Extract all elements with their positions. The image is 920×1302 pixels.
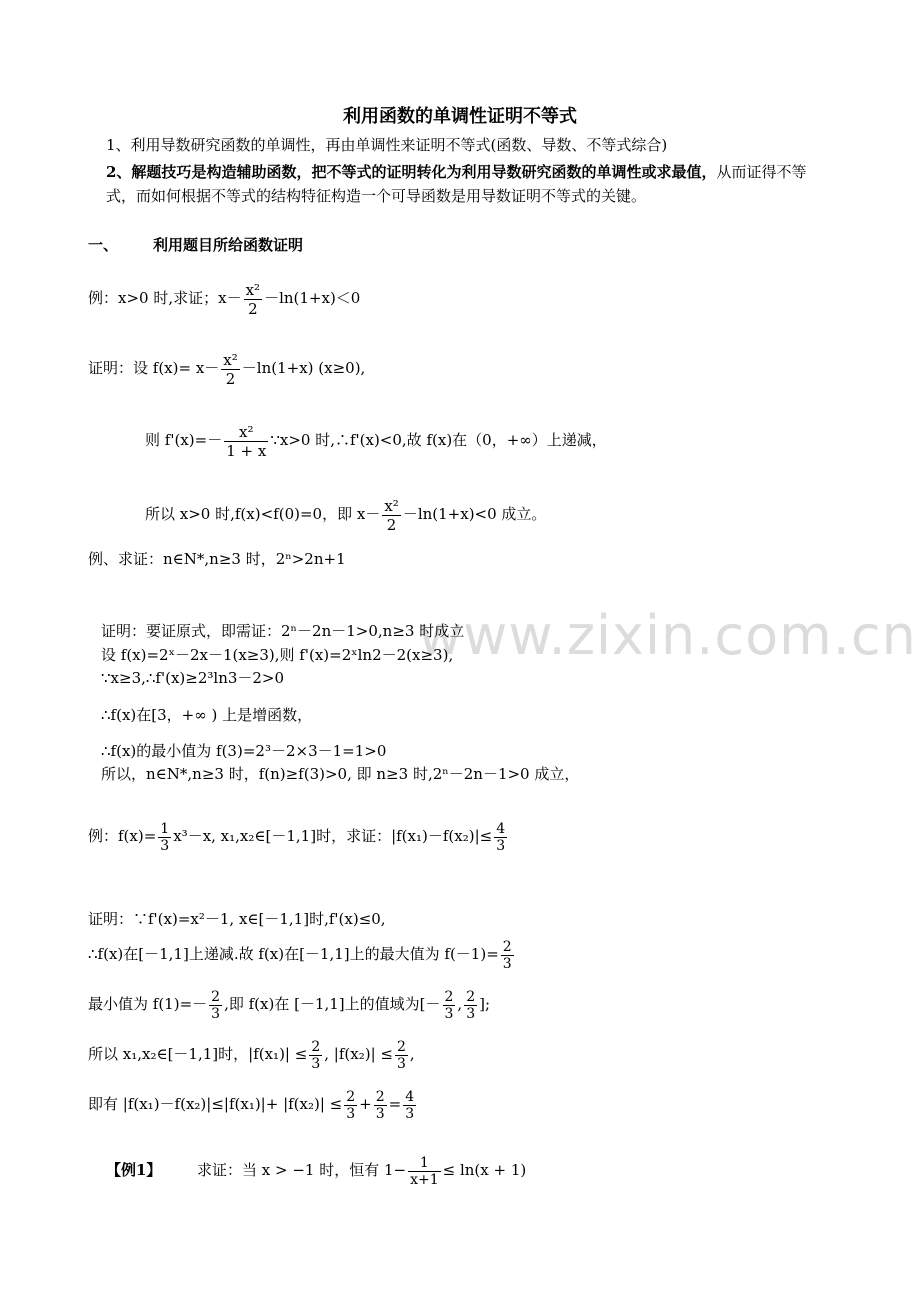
fraction-denominator: 3: [466, 1005, 476, 1022]
proof-text: ∴f(x)在[－1,1]上递减.故 f(x)在[－1,1]上的最大值为 f(－1)=: [88, 945, 499, 963]
fraction-denominator: 3: [346, 1105, 356, 1122]
fraction-numerator: 2: [211, 988, 221, 1005]
fraction-denominator: 3: [160, 837, 170, 854]
fraction-denominator: 3: [405, 1105, 415, 1122]
fraction-numerator: 1: [160, 820, 170, 837]
fraction-numerator: 2: [466, 988, 476, 1005]
example4-statement: [106, 1150, 526, 1190]
fraction-numerator: x²: [245, 280, 261, 299]
fraction-denominator: 3: [496, 837, 506, 854]
fraction-4-over-3: [494, 821, 507, 854]
proof-text: ≤ ln(x + 1): [442, 1161, 527, 1179]
fraction-2-over-3: [309, 1039, 322, 1072]
example3-proof-line-5: [88, 1084, 418, 1124]
minus-sign: －: [204, 359, 220, 377]
example3-proof-line-2: [88, 934, 516, 974]
fraction-numerator: 2: [396, 1038, 406, 1055]
intro-item-2: [106, 160, 836, 208]
example1-statement: [88, 276, 360, 320]
fraction-numerator: 2: [346, 1088, 356, 1105]
section-number: 一、: [88, 236, 119, 254]
fraction-2-over-3: [344, 1089, 357, 1122]
fraction-numerator: x²: [384, 496, 399, 515]
fraction-numerator: 4: [496, 820, 506, 837]
proof-text: 即有 |f(x₁)－f(x₂)|≤|f(x₁)|+ |f(x₂)| ≤: [88, 1095, 343, 1113]
minus-sign: －: [365, 505, 381, 523]
equals-sign: =: [388, 1095, 402, 1113]
proof-text: ];: [479, 995, 491, 1013]
fraction-x2-over-2: [221, 351, 239, 388]
intro-item-2-bold: 2、解题技巧是构造辅助函数，把不等式的证明转化为利用导数研究函数的单调性或求最值，: [106, 163, 717, 181]
fraction-denominator: 2: [386, 515, 397, 534]
example2-proof-line-3: ∵x≥3,∴f'(x)≥2³ln3－2>0: [101, 669, 285, 687]
proof-text: 例：f(x)=: [88, 827, 157, 845]
fraction-denominator: 2: [248, 299, 258, 318]
intro-item-2-rest: 从而证得不等式，而如何根据不等式的结构特征构造一个可导函数是用导数证明不等式的关键。: [106, 163, 807, 205]
watermark: www.zixin.com.cn: [418, 604, 917, 667]
fraction-numerator: 2: [375, 1088, 385, 1105]
fraction-numerator: 2: [502, 938, 512, 955]
fraction-denominator: 3: [211, 1005, 221, 1022]
fraction-2-over-3: [209, 989, 222, 1022]
fraction-denominator: 3: [396, 1055, 406, 1072]
fraction-1-over-3: [158, 821, 171, 854]
minus-sign: －: [226, 289, 242, 307]
proof-text: , |f(x₂)| ≤: [324, 1045, 393, 1063]
fraction-2-over-3: [464, 989, 477, 1022]
fraction-4-over-3: [403, 1089, 416, 1122]
proof-text: －ln(1+x) (x≥0),: [241, 359, 366, 377]
proof-text: x³－x, x₁,x₂∈[－1,1]时，求证：|f(x₁)－f(x₂)|≤: [173, 827, 493, 845]
example3-statement: [88, 814, 509, 858]
fraction-2-over-3: [501, 939, 514, 972]
example3-proof-line-4: [88, 1034, 415, 1074]
comma: ,: [409, 1045, 415, 1063]
proof-text: 所以 x₁,x₂∈[－1,1]时，|f(x₁)| ≤: [88, 1045, 308, 1063]
example2-proof-line-6: 所以，n∈N*,n≥3 时，f(n)≥f(3)>0, 即 n≥3 时,2ⁿ－2n－1>0 成立，: [101, 765, 580, 783]
example3-proof-line-3: [88, 984, 490, 1024]
fraction-2-over-3: [374, 1089, 387, 1122]
proof-text: 所以 x>0 时,f(x)<f(0)=0，即 x: [145, 505, 366, 523]
fraction-denominator: x+1: [410, 1171, 439, 1188]
proof-text: 最小值为 f(1)=－: [88, 995, 208, 1013]
example2-proof-line-2: 设 f(x)=2ˣ－2x－1(x≥3),则 f'(x)=2ˣln2－2(x≥3),: [101, 646, 454, 664]
example1-proof-line-2: [145, 418, 607, 462]
section-heading: 利用题目所给函数证明: [153, 236, 304, 254]
example2-statement: 例、求证：n∈N*,n≥3 时，2ⁿ>2n+1: [88, 550, 346, 568]
comma: ,: [457, 995, 463, 1013]
example1-statement-text-a: 例：x>0 时,求证；x: [88, 289, 227, 307]
example2-proof-line-5: ∴f(x)的最小值为 f(3)=2³－2×3－1=1>0: [101, 742, 387, 760]
plus-sign: +: [359, 1095, 372, 1113]
proof-text: 求证：当 x > −1 时，恒有 1−: [197, 1161, 407, 1179]
page-title: 利用函数的单调性证明不等式: [343, 106, 577, 127]
fraction-numerator: x²: [223, 350, 238, 369]
fraction-denominator: 3: [311, 1055, 321, 1072]
fraction-denominator: 3: [502, 955, 512, 972]
fraction-1-over-x-plus-1: [408, 1155, 441, 1188]
example-label: 【例1】: [106, 1161, 162, 1179]
proof-text: －ln(1+x)<0 成立。: [402, 505, 547, 523]
example1-proof-line-3: [145, 492, 546, 536]
fraction-x2-over-2: [244, 281, 262, 318]
example2-proof-line-1: 证明：要证原式，即需证：2ⁿ－2n－1>0,n≥3 时成立: [101, 622, 465, 640]
fraction-denominator: 3: [375, 1105, 385, 1122]
proof-text: 则 f'(x)=: [145, 431, 208, 449]
fraction-2-over-3: [395, 1039, 408, 1072]
minus-sign: －: [207, 431, 223, 449]
fraction-denominator: 3: [444, 1005, 454, 1022]
example1-proof-line-1: [88, 346, 365, 390]
fraction-numerator: x²: [224, 423, 268, 442]
example1-statement-text-b: －ln(1+x)＜0: [264, 289, 361, 307]
fraction-denominator: 2: [225, 369, 236, 388]
proof-text: ,即 f(x)在 [－1,1]上的值域为[－: [224, 995, 441, 1013]
proof-text: ∵x>0 时,∴f'(x)<0,故 f(x)在（0，+∞）上递减，: [270, 431, 607, 449]
fraction-numerator: 1: [408, 1155, 441, 1172]
fraction-numerator: 4: [405, 1088, 415, 1105]
fraction-x2-over-1-plus-x: [224, 423, 268, 460]
proof-text: 证明：设 f(x)= x: [88, 359, 205, 377]
example2-proof-line-4: ∴f(x)在[3，+∞ ) 上是增函数，: [101, 706, 313, 724]
fraction-denominator: 1 + x: [226, 441, 267, 460]
fraction-numerator: 2: [311, 1038, 321, 1055]
fraction-2-over-3: [443, 989, 456, 1022]
intro-item-1: 1、利用导数研究函数的单调性，再由单调性来证明不等式(函数、导数、不等式综合): [106, 136, 668, 154]
fraction-numerator: 2: [444, 988, 454, 1005]
fraction-x2-over-2: [382, 497, 400, 534]
example3-proof-line-1: 证明：∵f'(x)=x²－1, x∈[－1,1]时,f'(x)≤0,: [88, 910, 386, 928]
